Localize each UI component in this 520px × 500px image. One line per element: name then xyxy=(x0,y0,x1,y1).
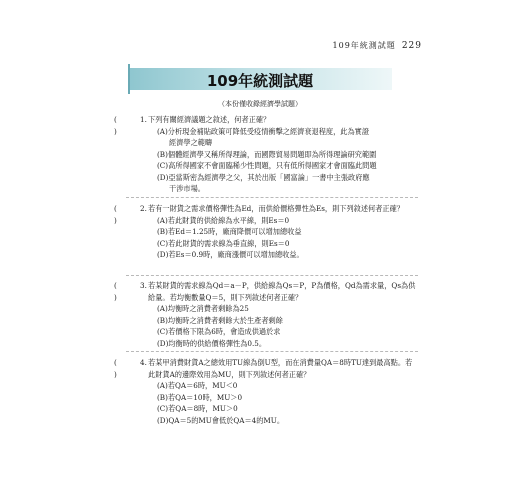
option-b: (B)均衡時之消費者剩餘大於生產者剩餘 xyxy=(157,315,283,325)
question-1 xyxy=(114,114,416,195)
running-header xyxy=(333,40,422,51)
option-d: (D)亞當斯密為經濟學之父，其於出版「國富論」一書中主張政府應 xyxy=(157,172,370,182)
option-c: (C)若QA＝8時，MU＞0 xyxy=(157,404,238,413)
option-d: (D)均衡時的供給價格彈性為0.5。 xyxy=(157,338,267,348)
question-4 xyxy=(114,357,416,426)
question-3 xyxy=(114,280,416,349)
option-a: (A)若QA＝6時，MU＜0 xyxy=(157,381,238,390)
option-d-cont: 干涉市場。 xyxy=(169,184,205,193)
page-title: 109年統測試題 xyxy=(206,72,314,90)
option-a: (A)若此財貨的供給線為水平線，則Es＝0 xyxy=(157,215,290,225)
option-a-cont: 經濟學之範疇 xyxy=(169,138,213,147)
option-c: (C)高所得國家不會面臨稀少性問題，只有低所得國家才會面臨此問題 xyxy=(157,161,377,170)
question-stem: 若有一財貨之需求價格彈性為Ed，而供給價格彈性為Es，則下列敘述何者正確？ xyxy=(148,204,404,213)
question-number: 2. xyxy=(140,204,147,213)
header-title: 109年統測試題 xyxy=(332,41,396,50)
option-d: (D)QA＝5的MU會低於QA＝4的MU。 xyxy=(157,415,285,425)
question-stem: 下列有關經濟議題之敘述，何者正確？ xyxy=(148,115,271,124)
question-2 xyxy=(114,203,416,261)
option-a: (A)均衡時之消費者剩餘為25 xyxy=(157,304,249,313)
option-b: (B)個體經濟學又稱所得理論，而國際貿易問題即為所得理論研究範圍 xyxy=(157,149,377,159)
divider xyxy=(126,275,418,276)
option-c: (C)若價格下限為6時，會造成供過於求 xyxy=(157,327,281,336)
question-stem: 若某甲消費財貨A之總效用TU線為倒U型，而在消費量QA＝8時TU達到最高點。若此財貨A的邊際效用為MU，則下列敘述何者正確？ xyxy=(148,358,413,379)
answer-blank: ( ) xyxy=(114,204,123,225)
divider xyxy=(126,351,418,352)
question-stem: 若某財貨的需求線為Qd＝a－P，供給線為Qs＝P，P為價格，Qd為需求量，Qs為供給量。若均衡數量Q＝5，則下列敘述何者正確？ xyxy=(148,281,416,302)
option-a: (A)分析現金補貼政策可降低受疫情衝擊之經濟衰退程度，此為實證 xyxy=(157,126,370,136)
question-number: 4. xyxy=(140,358,147,367)
subtitle: （本份僅收錄經濟學試題） xyxy=(218,100,302,108)
option-b: (B)若QA＝10時，MU＞0 xyxy=(157,392,243,402)
option-c: (C)若此財貨的需求線為垂直線，則Es＝0 xyxy=(157,238,290,248)
title-banner xyxy=(128,68,392,90)
answer-blank: ( ) xyxy=(114,358,123,379)
question-number: 1. xyxy=(140,115,147,124)
question-number: 3. xyxy=(140,281,147,290)
option-b: (B)若Ed＝1.25時，廠商降價可以增加總收益 xyxy=(157,227,302,236)
divider xyxy=(126,197,418,198)
option-d: (D)若Es＝0.9時，廠商漲價可以增加總收益。 xyxy=(157,250,304,259)
answer-blank: ( ) xyxy=(114,115,123,136)
answer-blank: ( ) xyxy=(114,281,123,302)
page-number: 229 xyxy=(401,41,422,51)
